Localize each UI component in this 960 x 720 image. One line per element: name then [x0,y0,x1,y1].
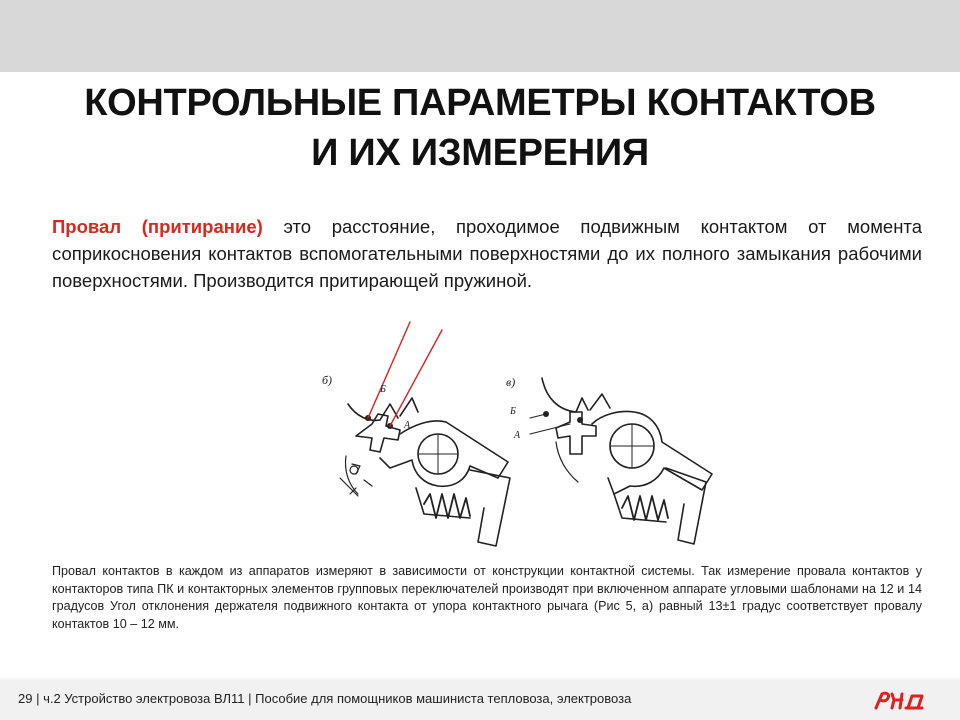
footer-bar [0,678,960,720]
left-figure-label: б) [322,373,333,387]
title-line-2: И ИХ ИЗМЕРЕНИЯ [311,132,649,174]
page-number: 29 [18,691,33,706]
measurement-note: Провал контактов в каждом из аппаратов измеряют в зависимости от конструкции контактной системы. Так измерение провала контактов у контакторов типа ПК и контакторных элементов групповых переключателей производят при включенном аппарате угловыми шаблонами на 12 и 14 градусов Угол отклонения держателя подвижного контакта от упора контактного рычага (Рис 5, а) равный 13±1 градус соответствует провалу контактов 10 – 12 мм. [52,564,922,631]
definition-term: Провал (притирание) [52,216,263,237]
contact-diagram [320,318,720,558]
right-figure-label: в) [506,375,516,389]
title-line-1: КОНТРОЛЬНЫЕ ПАРАМЕТРЫ КОНТАКТОВ [84,82,876,124]
indicator-line-a [390,330,442,426]
rzd-logo-icon [872,688,928,712]
footer-text [18,691,631,706]
right-point-b-label: Б [510,406,516,417]
footer-caption: | ч.2 Устройство электровоза ВЛ11 | Пособие для помощников машиниста тепловоза, электровоза [32,691,632,706]
left-point-a-label: А [404,420,411,431]
right-contact-mechanism [530,378,712,544]
page-title [20,78,940,178]
indicator-line-b [368,322,410,418]
header-band [0,0,960,72]
definition-paragraph [52,213,922,294]
definition-text: это расстояние, проходимое подвижным контактом от момента соприкосновения контактов вспомогательными поверхностями до их полного замыкания рабочими поверхностями. Производится притирающей пружиной. [52,216,922,291]
left-point-b-label: Б [380,384,386,395]
left-contact-mechanism [340,398,510,546]
right-point-a-label: А [514,430,521,441]
